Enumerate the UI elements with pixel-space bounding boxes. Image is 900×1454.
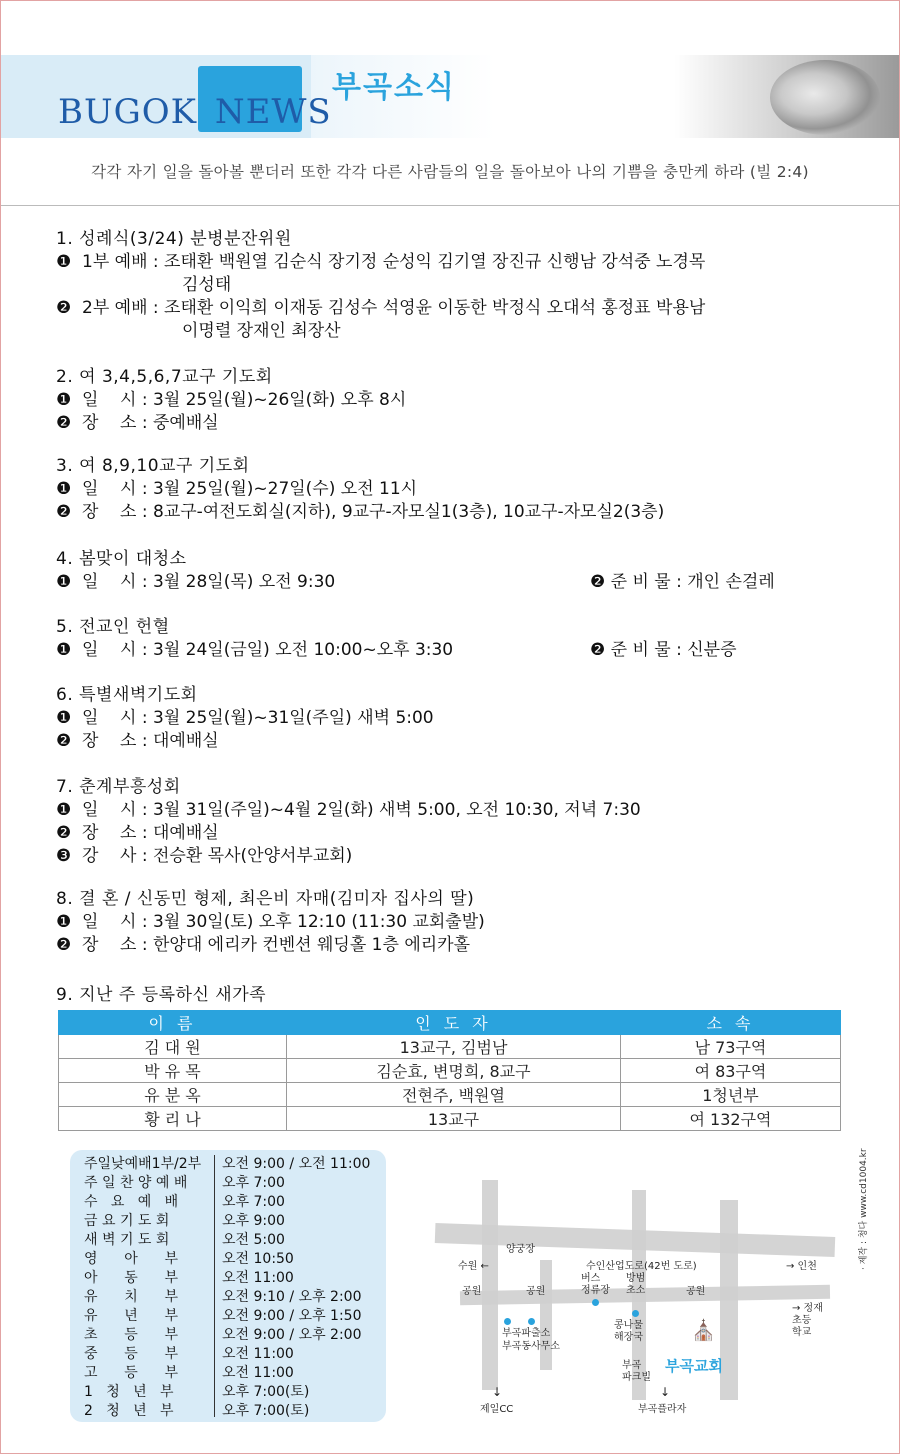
notice-text: 3월 28일(목) 오전 9:30	[153, 572, 336, 592]
notice-line	[56, 911, 485, 934]
notice-title: 9. 지난 주 등록하신 새가족	[56, 985, 267, 1005]
tree-stump-image	[770, 60, 880, 135]
bullet-number: ❶	[56, 390, 72, 410]
schedule-service-time: 오전 11:00	[222, 1365, 294, 1381]
notice-label: 일 시 :	[82, 708, 153, 728]
schedule-service-time: 오후 9:00	[222, 1213, 285, 1229]
table-row	[59, 1059, 841, 1083]
notice-text: 이명렬 장재인 최장산	[182, 321, 341, 341]
bullet-number: ❷	[56, 298, 72, 318]
map-label-jeongjae-school: → 정재 초등 학교	[792, 1303, 823, 1338]
schedule-service-time: 오전 11:00	[222, 1270, 294, 1286]
logo-news: NEWS	[214, 92, 332, 132]
notice-label: 일 시 :	[82, 479, 153, 499]
schedule-service-name: 금 요 기 도 회	[84, 1213, 170, 1229]
notice-item	[56, 548, 775, 594]
schedule-service-name: 새 벽 기 도 회	[84, 1232, 170, 1248]
notice-text: 3월 31일(주일)~4월 2일(화) 새벽 5:00, 오전 10:30, 저녁 7:30	[153, 800, 641, 820]
notice-label: 일 시 :	[82, 800, 153, 820]
bullet-number: ❶	[56, 252, 72, 272]
notice-line	[56, 501, 664, 524]
notice-title: 6. 특별새벽기도회	[56, 685, 198, 705]
notice-text: 조태환 이익희 이재동 김성수 석영윤 이동한 박정식 오대석 홍정표 박용남	[164, 298, 706, 318]
church-cross-icon: ⛪	[691, 1318, 716, 1342]
notice-label: 일 시 :	[82, 912, 153, 932]
schedule-service-name: 주 일 찬 양 예 배	[84, 1175, 188, 1191]
schedule-divider	[214, 1155, 215, 1417]
notice-title: 7. 춘계부흥성회	[56, 777, 181, 797]
map-label-yanggongjang: 양궁장	[506, 1244, 535, 1255]
notice-item	[56, 684, 434, 753]
schedule-service-name: 초 등 부	[84, 1327, 178, 1343]
bullet-number: ❶	[56, 708, 72, 728]
cell-group: 남 73구역	[621, 1035, 841, 1059]
notice-text: 3월 25일(월)~27일(수) 오전 11시	[153, 479, 418, 499]
schedule-service-name: 유 년 부	[84, 1308, 178, 1324]
schedule-service-time: 오후 7:00	[222, 1194, 285, 1210]
bullet-number: ❷	[56, 502, 72, 522]
notice-line	[56, 478, 664, 501]
notice-label: 장 소 :	[82, 731, 153, 751]
notice-line	[56, 412, 406, 435]
map-bus-stop-dot	[592, 1299, 599, 1306]
table-header-row	[59, 1011, 841, 1035]
notice-text: 중예배실	[153, 413, 219, 433]
notice-line	[56, 297, 705, 320]
cell-name: 박 유 목	[59, 1059, 287, 1083]
map-label-suin-road: 수인산업도로(42번 도로)	[586, 1261, 697, 1272]
notice-right-detail: ❷ 준 비 물 : 개인 손걸레	[590, 572, 775, 592]
schedule-service-time: 오전 5:00	[222, 1232, 285, 1248]
bullet-number: ❷	[56, 413, 72, 433]
notice-text: 8교구-여전도회실(지하), 9교구-자모실1(3층), 10교구-자모실2(3층)	[153, 502, 665, 522]
map-road-vertical-4	[540, 1260, 552, 1370]
notice-title: 3. 여 8,9,10교구 기도회	[56, 456, 250, 476]
map-label-park-2: 공원	[526, 1286, 546, 1297]
notice-item	[56, 776, 641, 868]
map-label-suwon: 수원 ←	[458, 1261, 489, 1272]
notice-label: 장 소 :	[82, 823, 153, 843]
bible-verse: 각각 자기 일을 돌아볼 뿐더러 또한 각각 다른 사람들의 일을 돌아보아 나의 기쁨을 충만케 하라 (빌 2:4)	[91, 163, 809, 181]
notice-label: 장 소 :	[82, 413, 153, 433]
schedule-service-time: 오전 9:10 / 오후 2:00	[222, 1289, 362, 1305]
map-label-plaza: 부곡플라자	[638, 1404, 687, 1415]
notice-text: 대예배실	[153, 731, 219, 751]
bullet-number	[56, 320, 82, 343]
schedule-service-name: 영 아 부	[84, 1251, 178, 1267]
cell-guide: 김순효, 변명희, 8교구	[287, 1059, 621, 1083]
notice-text: 3월 25일(월)~31일(주일) 새벽 5:00	[153, 708, 434, 728]
map-label-park-3: 공원	[686, 1286, 706, 1297]
cell-guide: 전현주, 백원열	[287, 1083, 621, 1107]
notice-item	[56, 888, 485, 957]
page-title: 부곡소식	[332, 70, 456, 105]
cell-name: 김 대 원	[59, 1035, 287, 1059]
bullet-number: ❶	[56, 572, 72, 592]
table-row	[59, 1035, 841, 1059]
notice-title: 5. 전교인 헌혈	[56, 617, 170, 637]
notice-title: 8. 결 혼 / 신동민 형제, 최은비 자매(김미자 집사의 딸)	[56, 889, 475, 909]
notice-label: 장 소 :	[82, 502, 153, 522]
col-header-group: 소 속	[621, 1011, 841, 1035]
notice-right-detail: ❷ 준 비 물 : 신분증	[590, 640, 737, 660]
table-row	[59, 1083, 841, 1107]
notice-line	[56, 274, 705, 297]
col-header-guide: 인 도 자	[287, 1011, 621, 1035]
notice-text: 3월 24일(금일) 오전 10:00~오후 3:30	[153, 640, 454, 660]
notice-title: 1. 성례식(3/24) 분병분잔위원	[56, 229, 292, 249]
schedule-service-time: 오후 7:00	[222, 1175, 285, 1191]
notice-text: 대예배실	[153, 823, 219, 843]
schedule-service-name: 고 등 부	[84, 1365, 178, 1381]
bullet-number: ❶	[56, 479, 72, 499]
newcomers-table	[58, 1010, 841, 1131]
cell-group: 여 132구역	[621, 1107, 841, 1131]
bugok-news-logo	[58, 92, 332, 132]
map-label-park-1: 공원	[462, 1286, 482, 1297]
bullet-number	[56, 274, 82, 297]
map-label-parkvil: 부곡 파크빌	[622, 1360, 651, 1383]
notice-item	[56, 616, 737, 662]
map-label-jeil-cc: 제일CC	[480, 1404, 514, 1415]
schedule-service-name: 중 등 부	[84, 1346, 178, 1362]
schedule-service-time: 오전 9:00 / 오후 1:50	[222, 1308, 362, 1324]
map-police-dot-2	[528, 1318, 535, 1325]
notice-label: 일 시 :	[82, 640, 153, 660]
cell-group: 여 83구역	[621, 1059, 841, 1083]
notice-line	[56, 389, 406, 412]
bullet-number: ❶	[56, 640, 72, 660]
church-location-map	[420, 1170, 850, 1425]
schedule-service-time: 오후 7:00(토)	[222, 1403, 310, 1419]
notice-text: 조태환 백원열 김순식 장기정 순성익 김기열 장진규 신행남 강석중 노경목	[164, 252, 706, 272]
notice-label: 강 사 :	[82, 846, 153, 866]
notice-line	[56, 799, 641, 822]
cell-guide: 13교구, 김범남	[287, 1035, 621, 1059]
schedule-service-name: 주일낮예배1부/2부	[84, 1156, 202, 1172]
notice-text: 한양대 에리카 컨벤션 웨딩홀 1층 에리카홀	[153, 935, 471, 955]
schedule-service-name: 유 치 부	[84, 1289, 178, 1305]
notice-line	[56, 571, 335, 594]
notice-line	[56, 822, 641, 845]
bullet-number: ❶	[56, 800, 72, 820]
bullet-number: ❶	[56, 912, 72, 932]
schedule-service-time: 오전 9:00 / 오후 2:00	[222, 1327, 362, 1343]
publisher-credit: · 제작 : 청다 www.cd1004.kr	[859, 1148, 869, 1270]
notice-label: 장 소 :	[82, 935, 153, 955]
schedule-service-time: 오후 7:00(토)	[222, 1384, 310, 1400]
map-police-dot-1	[504, 1318, 511, 1325]
cell-guide: 13교구	[287, 1107, 621, 1131]
bullet-number: ❸	[56, 846, 72, 866]
notice-line	[56, 251, 705, 274]
notice-line	[56, 320, 705, 343]
map-label-bus-stop: 버스 정류장	[581, 1273, 610, 1296]
schedule-service-name: 1 청 년 부	[84, 1384, 174, 1400]
map-arrow-jeil: ↓	[492, 1385, 503, 1399]
notice-item	[56, 984, 266, 1007]
notice-text: 3월 30일(토) 오후 12:10 (11:30 교회출발)	[153, 912, 485, 932]
schedule-service-name: 2 청 년 부	[84, 1403, 174, 1419]
notice-item	[56, 228, 705, 343]
schedule-service-name: 수 요 예 배	[84, 1194, 179, 1210]
logo-bugok: BUGOK	[58, 92, 198, 132]
bullet-number: ❷	[56, 731, 72, 751]
notice-line	[56, 639, 453, 662]
map-road-vertical-1	[482, 1180, 498, 1390]
map-label-kong: 콩나물 해장국	[614, 1320, 643, 1343]
notice-line	[56, 934, 485, 957]
notice-item	[56, 366, 406, 435]
schedule-service-time: 오전 11:00	[222, 1346, 294, 1362]
table-body	[59, 1035, 841, 1131]
notice-text: 전승환 목사(안양서부교회)	[153, 846, 353, 866]
schedule-service-time: 오전 9:00 / 오전 11:00	[222, 1156, 371, 1172]
notice-label: 2부 예배 :	[82, 298, 165, 318]
notice-label: 일 시 :	[82, 390, 153, 410]
notice-text: 김성태	[182, 275, 232, 295]
cell-group: 1청년부	[621, 1083, 841, 1107]
cell-name: 황 리 나	[59, 1107, 287, 1131]
schedule-service-time: 오전 10:50	[222, 1251, 294, 1267]
map-kong-dot	[632, 1310, 639, 1317]
notice-text: 3월 25일(월)~26일(화) 오후 8시	[153, 390, 407, 410]
header-divider	[1, 205, 899, 206]
col-header-name: 이 름	[59, 1011, 287, 1035]
notice-title: 4. 봄맞이 대청소	[56, 549, 187, 569]
notice-item	[56, 455, 664, 524]
map-label-church: 부곡교회	[665, 1357, 723, 1375]
notice-label: 일 시 :	[82, 572, 153, 592]
cell-name: 유 분 옥	[59, 1083, 287, 1107]
notice-line	[56, 730, 434, 753]
map-label-crime-post: 방범 초소	[626, 1273, 646, 1296]
notice-label: 1부 예배 :	[82, 252, 165, 272]
notice-line	[56, 707, 434, 730]
map-label-incheon: → 인천	[786, 1261, 817, 1272]
notice-title: 2. 여 3,4,5,6,7교구 기도회	[56, 367, 273, 387]
schedule-service-name: 아 동 부	[84, 1270, 178, 1286]
table-row	[59, 1107, 841, 1131]
bullet-number: ❷	[56, 935, 72, 955]
map-arrow-plaza: ↓	[660, 1385, 671, 1399]
map-label-police: 부곡파출소 부곡동사무소	[502, 1328, 560, 1352]
notice-line	[56, 845, 641, 868]
bullet-number: ❷	[56, 823, 72, 843]
